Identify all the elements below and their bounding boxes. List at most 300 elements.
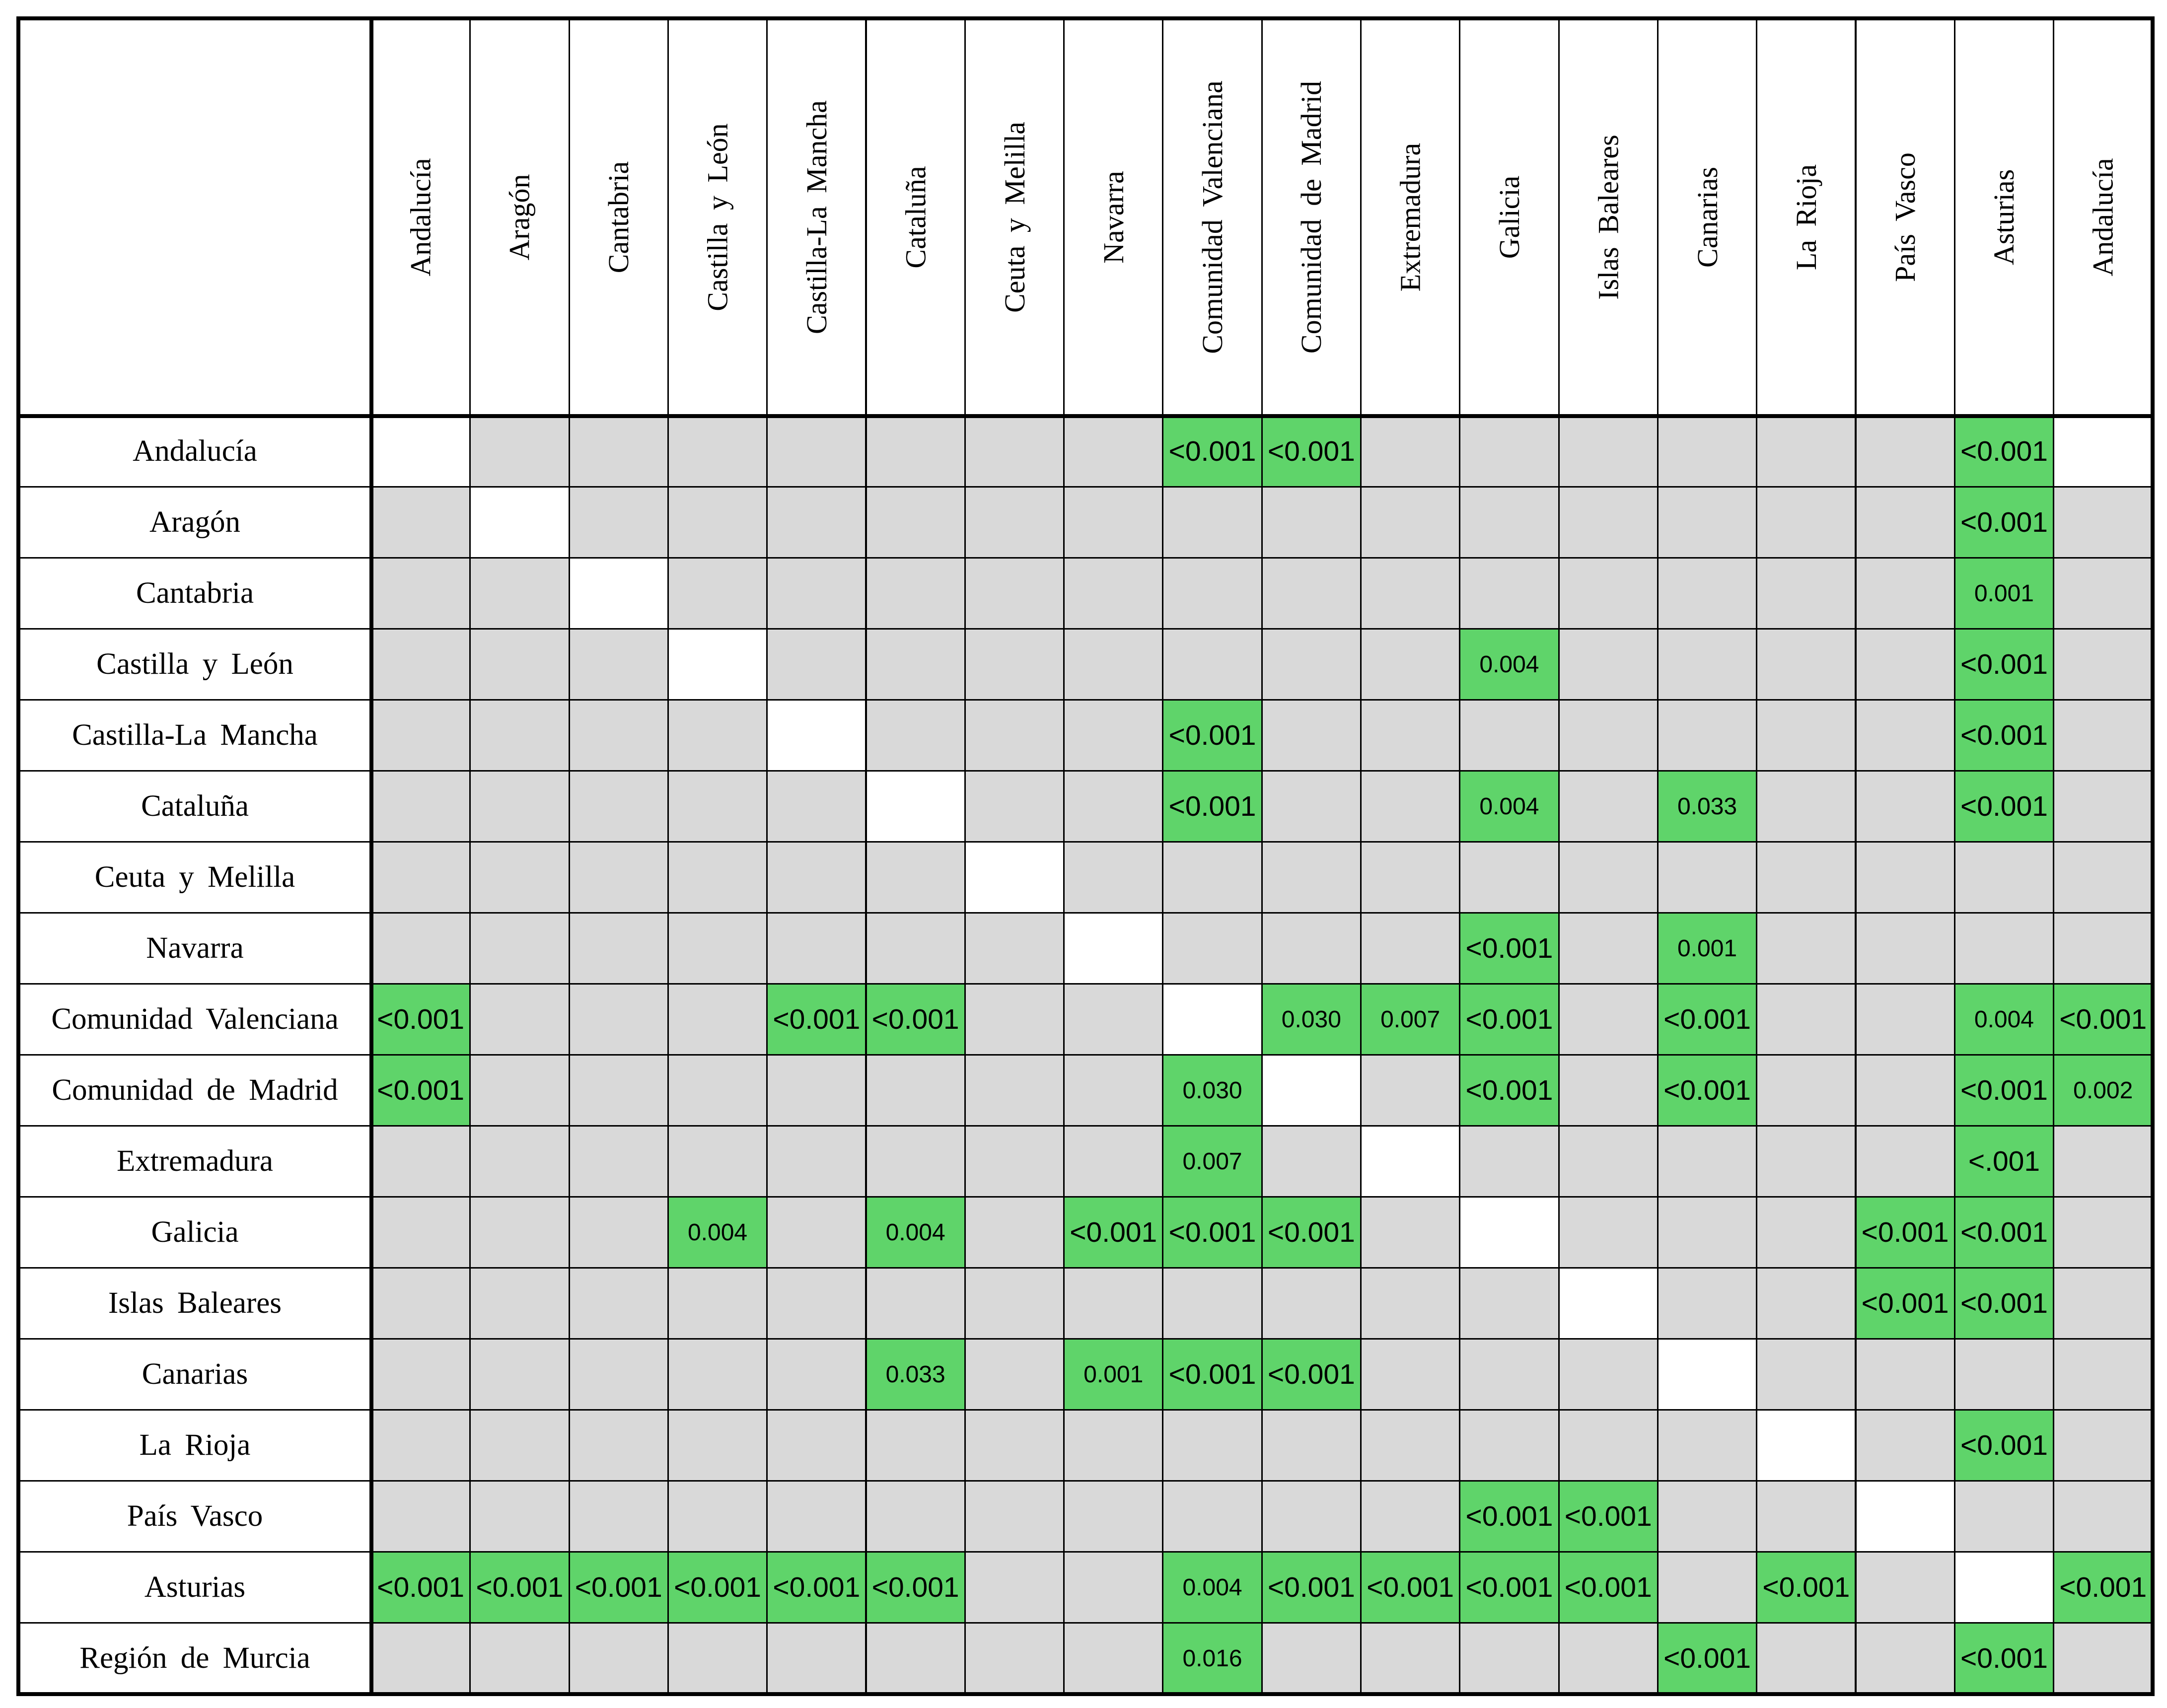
- nonsignificant-cell: [1855, 628, 1955, 701]
- nonsignificant-cell: [766, 415, 867, 488]
- nonsignificant-cell: [667, 1338, 768, 1411]
- row-header: [18, 770, 372, 843]
- row-header: [18, 1125, 372, 1198]
- nonsignificant-cell: [1558, 1338, 1659, 1411]
- nonsignificant-cell: [1756, 1338, 1856, 1411]
- nonsignificant-cell: [964, 1480, 1065, 1553]
- nonsignificant-cell: [667, 415, 768, 488]
- nonsignificant-cell: [1558, 770, 1659, 843]
- column-header: [1261, 18, 1362, 417]
- p-value: <0.001: [1267, 1571, 1355, 1603]
- row-header-label: Galicia: [151, 1215, 239, 1249]
- significant-cell: [1954, 699, 2054, 772]
- nonsignificant-cell: [469, 415, 570, 488]
- p-value: 0.001: [1084, 1361, 1144, 1388]
- nonsignificant-cell: [1855, 1622, 1955, 1695]
- diagonal-cell: [1954, 1551, 2054, 1624]
- nonsignificant-cell: [370, 628, 471, 701]
- p-value: <0.001: [1861, 1216, 1949, 1248]
- nonsignificant-cell: [667, 1054, 768, 1127]
- row-header: [18, 1480, 372, 1553]
- nonsignificant-cell: [370, 841, 471, 914]
- nonsignificant-cell: [766, 1409, 867, 1482]
- nonsignificant-cell: [1360, 1267, 1460, 1340]
- p-value: <0.001: [1465, 1074, 1553, 1106]
- significant-cell: [1063, 1196, 1163, 1269]
- significant-cell: [1954, 1409, 2054, 1482]
- nonsignificant-cell: [1756, 628, 1856, 701]
- nonsignificant-cell: [569, 1338, 669, 1411]
- nonsignificant-cell: [2053, 1267, 2153, 1340]
- nonsignificant-cell: [370, 1409, 471, 1482]
- nonsignificant-cell: [1063, 1622, 1163, 1695]
- row-header-label: Asturias: [144, 1570, 246, 1604]
- nonsignificant-cell: [2053, 912, 2153, 985]
- nonsignificant-cell: [1162, 1267, 1262, 1340]
- nonsignificant-cell: [1162, 1409, 1262, 1482]
- row-header-label: Navarra: [146, 931, 244, 965]
- nonsignificant-cell: [1657, 486, 1757, 559]
- nonsignificant-cell: [569, 1054, 669, 1127]
- p-value: <0.001: [1861, 1287, 1949, 1319]
- column-header-label: Ceuta y Melilla: [998, 122, 1031, 313]
- p-value: <0.001: [1465, 1003, 1553, 1035]
- nonsignificant-cell: [469, 557, 570, 630]
- nonsignificant-cell: [1063, 1480, 1163, 1553]
- nonsignificant-cell: [569, 415, 669, 488]
- nonsignificant-cell: [766, 628, 867, 701]
- significant-cell: [1954, 1267, 2054, 1340]
- nonsignificant-cell: [1756, 699, 1856, 772]
- column-header-label: Navarra: [1097, 171, 1130, 264]
- nonsignificant-cell: [569, 983, 669, 1056]
- nonsignificant-cell: [667, 1409, 768, 1482]
- nonsignificant-cell: [1558, 699, 1659, 772]
- significant-cell: [569, 1551, 669, 1624]
- p-value: <0.001: [773, 1003, 861, 1035]
- diagonal-cell: [1855, 1480, 1955, 1553]
- diagonal-cell: [1459, 1196, 1559, 1269]
- nonsignificant-cell: [1756, 1480, 1856, 1553]
- nonsignificant-cell: [1261, 1480, 1362, 1553]
- p-value: <0.001: [1564, 1571, 1652, 1603]
- nonsignificant-cell: [2053, 628, 2153, 701]
- significant-cell: [1657, 1622, 1757, 1695]
- nonsignificant-cell: [2053, 1409, 2153, 1482]
- column-header-label: Castilla-La Mancha: [800, 100, 833, 334]
- p-value: <0.001: [377, 1003, 465, 1035]
- row-header-label: Islas Baleares: [108, 1286, 282, 1320]
- row-header-label: Canarias: [142, 1357, 248, 1391]
- nonsignificant-cell: [1360, 415, 1460, 488]
- nonsignificant-cell: [964, 1551, 1065, 1624]
- significant-cell: [2053, 1551, 2153, 1624]
- nonsignificant-cell: [1162, 1480, 1262, 1553]
- nonsignificant-cell: [1360, 1054, 1460, 1127]
- nonsignificant-cell: [2053, 486, 2153, 559]
- nonsignificant-cell: [1360, 1622, 1460, 1695]
- p-value: <0.001: [871, 1571, 959, 1603]
- nonsignificant-cell: [1855, 1054, 1955, 1127]
- nonsignificant-cell: [1657, 1409, 1757, 1482]
- nonsignificant-cell: [569, 486, 669, 559]
- nonsignificant-cell: [1063, 1267, 1163, 1340]
- significant-cell: [1855, 1196, 1955, 1269]
- significant-cell: [2053, 1054, 2153, 1127]
- p-value: 0.033: [885, 1361, 945, 1388]
- nonsignificant-cell: [1855, 841, 1955, 914]
- nonsignificant-cell: [1459, 1125, 1559, 1198]
- nonsignificant-cell: [569, 1409, 669, 1482]
- nonsignificant-cell: [1063, 1551, 1163, 1624]
- nonsignificant-cell: [866, 1054, 966, 1127]
- nonsignificant-cell: [1261, 1125, 1362, 1198]
- nonsignificant-cell: [766, 1125, 867, 1198]
- nonsignificant-cell: [1162, 841, 1262, 914]
- nonsignificant-cell: [866, 1622, 966, 1695]
- diagonal-cell: [569, 557, 669, 630]
- nonsignificant-cell: [667, 1480, 768, 1553]
- p-value: <0.001: [1960, 790, 2048, 822]
- p-value: 0.004: [1479, 651, 1539, 678]
- significant-cell: [370, 1551, 471, 1624]
- row-header-label: Ceuta y Melilla: [94, 860, 295, 894]
- p-value: 0.030: [1182, 1077, 1242, 1104]
- nonsignificant-cell: [1261, 557, 1362, 630]
- row-header: [18, 1054, 372, 1127]
- nonsignificant-cell: [964, 770, 1065, 843]
- significant-cell: [1459, 1480, 1559, 1553]
- nonsignificant-cell: [1558, 983, 1659, 1056]
- nonsignificant-cell: [1756, 1054, 1856, 1127]
- p-value: <0.001: [1168, 719, 1256, 751]
- significant-cell: [1162, 1622, 1262, 1695]
- nonsignificant-cell: [1459, 415, 1559, 488]
- diagonal-cell: [370, 415, 471, 488]
- nonsignificant-cell: [469, 1267, 570, 1340]
- p-value: 0.007: [1380, 1006, 1441, 1033]
- nonsignificant-cell: [1558, 841, 1659, 914]
- nonsignificant-cell: [1558, 1622, 1659, 1695]
- nonsignificant-cell: [370, 1125, 471, 1198]
- nonsignificant-cell: [1657, 1196, 1757, 1269]
- nonsignificant-cell: [1756, 486, 1856, 559]
- nonsignificant-cell: [1459, 1409, 1559, 1482]
- nonsignificant-cell: [1558, 628, 1659, 701]
- p-value: <0.001: [1960, 1642, 2048, 1674]
- p-value: <0.001: [2059, 1003, 2147, 1035]
- p-value: <0.001: [1367, 1571, 1454, 1603]
- nonsignificant-cell: [469, 912, 570, 985]
- column-header: [469, 18, 570, 417]
- nonsignificant-cell: [964, 699, 1065, 772]
- p-value: <0.001: [1564, 1500, 1652, 1532]
- nonsignificant-cell: [1063, 1409, 1163, 1482]
- nonsignificant-cell: [1162, 628, 1262, 701]
- significant-cell: [1558, 1551, 1659, 1624]
- p-value: <0.001: [575, 1571, 662, 1603]
- row-header: [18, 1551, 372, 1624]
- nonsignificant-cell: [766, 1267, 867, 1340]
- nonsignificant-cell: [569, 699, 669, 772]
- significant-cell: [1855, 1267, 1955, 1340]
- nonsignificant-cell: [1855, 912, 1955, 985]
- nonsignificant-cell: [964, 628, 1065, 701]
- nonsignificant-cell: [866, 628, 966, 701]
- nonsignificant-cell: [370, 699, 471, 772]
- row-header: [18, 912, 372, 985]
- p-value: 0.016: [1182, 1645, 1242, 1672]
- diagonal-cell: [1063, 912, 1163, 985]
- significant-cell: [1954, 770, 2054, 843]
- nonsignificant-cell: [1063, 557, 1163, 630]
- nonsignificant-cell: [964, 415, 1065, 488]
- p-value: 0.001: [1677, 935, 1737, 962]
- nonsignificant-cell: [1855, 1551, 1955, 1624]
- nonsignificant-cell: [1360, 557, 1460, 630]
- significant-cell: [1459, 628, 1559, 701]
- diagonal-cell: [1360, 1125, 1460, 1198]
- significant-cell: [667, 1196, 768, 1269]
- nonsignificant-cell: [667, 557, 768, 630]
- nonsignificant-cell: [1954, 1338, 2054, 1411]
- nonsignificant-cell: [1855, 770, 1955, 843]
- column-header: [1360, 18, 1460, 417]
- column-header-label: Castilla y León: [701, 123, 734, 311]
- p-value: 0.002: [2073, 1077, 2133, 1104]
- nonsignificant-cell: [469, 628, 570, 701]
- nonsignificant-cell: [469, 1125, 570, 1198]
- nonsignificant-cell: [766, 486, 867, 559]
- nonsignificant-cell: [1261, 1622, 1362, 1695]
- nonsignificant-cell: [766, 1338, 867, 1411]
- column-header: [1756, 18, 1856, 417]
- significant-cell: [766, 1551, 867, 1624]
- significant-cell: [1657, 912, 1757, 985]
- diagonal-cell: [667, 628, 768, 701]
- nonsignificant-cell: [1360, 1480, 1460, 1553]
- nonsignificant-cell: [766, 557, 867, 630]
- significant-cell: [1162, 1125, 1262, 1198]
- significant-cell: [1657, 983, 1757, 1056]
- nonsignificant-cell: [964, 983, 1065, 1056]
- row-header: [18, 699, 372, 772]
- row-header: [18, 1409, 372, 1482]
- nonsignificant-cell: [766, 841, 867, 914]
- column-header: [964, 18, 1065, 417]
- row-header-label: Cantabria: [136, 576, 254, 610]
- nonsignificant-cell: [2053, 699, 2153, 772]
- p-value: <0.001: [1070, 1216, 1157, 1248]
- significant-cell: [1657, 770, 1757, 843]
- p-value: <0.001: [1960, 1216, 2048, 1248]
- nonsignificant-cell: [2053, 557, 2153, 630]
- row-header: [18, 1622, 372, 1695]
- nonsignificant-cell: [1063, 770, 1163, 843]
- nonsignificant-cell: [1162, 912, 1262, 985]
- nonsignificant-cell: [1261, 770, 1362, 843]
- column-header-label: La Rioja: [1790, 164, 1822, 271]
- nonsignificant-cell: [1756, 1196, 1856, 1269]
- significant-cell: [1261, 1551, 1362, 1624]
- nonsignificant-cell: [370, 557, 471, 630]
- corner-cell: [18, 18, 372, 417]
- nonsignificant-cell: [1657, 1125, 1757, 1198]
- nonsignificant-cell: [766, 1054, 867, 1127]
- nonsignificant-cell: [2053, 1480, 2153, 1553]
- significant-cell: [1360, 1551, 1460, 1624]
- nonsignificant-cell: [1855, 1409, 1955, 1482]
- diagonal-cell: [964, 841, 1065, 914]
- significant-cell: [1756, 1551, 1856, 1624]
- nonsignificant-cell: [866, 699, 966, 772]
- row-header-label: Castilla-La Mancha: [72, 718, 318, 752]
- column-header-label: Asturias: [1988, 169, 2021, 266]
- significant-cell: [866, 1551, 966, 1624]
- p-value: <0.001: [1960, 435, 2048, 467]
- nonsignificant-cell: [1063, 841, 1163, 914]
- nonsignificant-cell: [469, 1622, 570, 1695]
- nonsignificant-cell: [1261, 486, 1362, 559]
- row-header-label: La Rioja: [139, 1428, 251, 1462]
- nonsignificant-cell: [469, 983, 570, 1056]
- significant-cell: [2053, 983, 2153, 1056]
- nonsignificant-cell: [667, 770, 768, 843]
- row-header: [18, 1196, 372, 1269]
- column-header: [2053, 18, 2153, 417]
- column-header-label: País Vasco: [1889, 152, 1922, 282]
- nonsignificant-cell: [469, 770, 570, 843]
- diagonal-cell: [1657, 1338, 1757, 1411]
- diagonal-cell: [866, 770, 966, 843]
- p-value: 0.033: [1677, 793, 1737, 820]
- p-value: <0.001: [1465, 1500, 1553, 1532]
- nonsignificant-cell: [1657, 557, 1757, 630]
- significant-cell: [370, 1054, 471, 1127]
- p-value: <0.001: [1663, 1003, 1751, 1035]
- nonsignificant-cell: [1360, 841, 1460, 914]
- column-header-label: Cantabria: [602, 161, 635, 274]
- nonsignificant-cell: [1261, 628, 1362, 701]
- significant-cell: [1459, 983, 1559, 1056]
- nonsignificant-cell: [1657, 1551, 1757, 1624]
- nonsignificant-cell: [1063, 628, 1163, 701]
- p-value: <0.001: [871, 1003, 959, 1035]
- p-value: <0.001: [1168, 1358, 1256, 1390]
- nonsignificant-cell: [1756, 770, 1856, 843]
- column-header: [1558, 18, 1659, 417]
- nonsignificant-cell: [1261, 841, 1362, 914]
- nonsignificant-cell: [370, 1480, 471, 1553]
- significant-cell: [1162, 1196, 1262, 1269]
- nonsignificant-cell: [964, 1622, 1065, 1695]
- significant-cell: [1954, 486, 2054, 559]
- nonsignificant-cell: [569, 912, 669, 985]
- nonsignificant-cell: [1855, 983, 1955, 1056]
- nonsignificant-cell: [1657, 841, 1757, 914]
- p-value: <0.001: [1267, 435, 1355, 467]
- row-header-label: País Vasco: [127, 1499, 263, 1533]
- significant-cell: [1162, 415, 1262, 488]
- significant-cell: [1261, 1196, 1362, 1269]
- p-value: <0.001: [377, 1074, 465, 1106]
- p-value: <0.001: [1960, 1429, 2048, 1461]
- nonsignificant-cell: [1360, 1409, 1460, 1482]
- diagonal-cell: [766, 699, 867, 772]
- column-header-label: Andalucía: [404, 158, 437, 277]
- p-value: <0.001: [1168, 435, 1256, 467]
- nonsignificant-cell: [1360, 1196, 1460, 1269]
- row-header-label: Comunidad Valenciana: [51, 1002, 339, 1036]
- diagonal-cell: [1558, 1267, 1659, 1340]
- nonsignificant-cell: [1657, 1267, 1757, 1340]
- nonsignificant-cell: [370, 1622, 471, 1695]
- nonsignificant-cell: [370, 1267, 471, 1340]
- column-header: [667, 18, 768, 417]
- nonsignificant-cell: [1954, 1480, 2054, 1553]
- nonsignificant-cell: [1855, 415, 1955, 488]
- nonsignificant-cell: [1360, 628, 1460, 701]
- significant-cell: [1954, 557, 2054, 630]
- p-value: <0.001: [2059, 1571, 2147, 1603]
- nonsignificant-cell: [1261, 1409, 1362, 1482]
- row-header-label: Castilla y León: [96, 647, 293, 681]
- nonsignificant-cell: [1855, 557, 1955, 630]
- nonsignificant-cell: [1855, 699, 1955, 772]
- column-header-label: Comunidad de Madrid: [1295, 80, 1328, 354]
- row-header: [18, 415, 372, 488]
- nonsignificant-cell: [1855, 1125, 1955, 1198]
- p-value: <0.001: [1267, 1358, 1355, 1390]
- significant-cell: [1162, 699, 1262, 772]
- nonsignificant-cell: [964, 1267, 1065, 1340]
- nonsignificant-cell: [1954, 841, 2054, 914]
- nonsignificant-cell: [569, 770, 669, 843]
- nonsignificant-cell: [1558, 1125, 1659, 1198]
- column-header: [866, 18, 966, 417]
- nonsignificant-cell: [1360, 770, 1460, 843]
- significant-cell: [1954, 1054, 2054, 1127]
- row-header-label: Extremadura: [116, 1144, 273, 1178]
- diagonal-cell: [1261, 1054, 1362, 1127]
- nonsignificant-cell: [370, 1196, 471, 1269]
- row-header-label: Andalucía: [133, 434, 257, 468]
- nonsignificant-cell: [1459, 557, 1559, 630]
- row-header: [18, 983, 372, 1056]
- nonsignificant-cell: [1558, 912, 1659, 985]
- nonsignificant-cell: [469, 1480, 570, 1553]
- nonsignificant-cell: [1459, 1622, 1559, 1695]
- nonsignificant-cell: [766, 1196, 867, 1269]
- p-value: <0.001: [1663, 1074, 1751, 1106]
- nonsignificant-cell: [866, 1480, 966, 1553]
- nonsignificant-cell: [667, 1622, 768, 1695]
- column-header: [1954, 18, 2054, 417]
- row-header: [18, 628, 372, 701]
- p-value: <0.001: [674, 1571, 761, 1603]
- p-value: <0.001: [1960, 648, 2048, 680]
- significant-cell: [1954, 628, 2054, 701]
- significant-cell: [1261, 415, 1362, 488]
- nonsignificant-cell: [569, 1196, 669, 1269]
- nonsignificant-cell: [1261, 1267, 1362, 1340]
- row-header-label: Región de Murcia: [79, 1641, 310, 1675]
- nonsignificant-cell: [1063, 486, 1163, 559]
- nonsignificant-cell: [569, 1480, 669, 1553]
- column-header: [1657, 18, 1757, 417]
- nonsignificant-cell: [964, 912, 1065, 985]
- nonsignificant-cell: [964, 1125, 1065, 1198]
